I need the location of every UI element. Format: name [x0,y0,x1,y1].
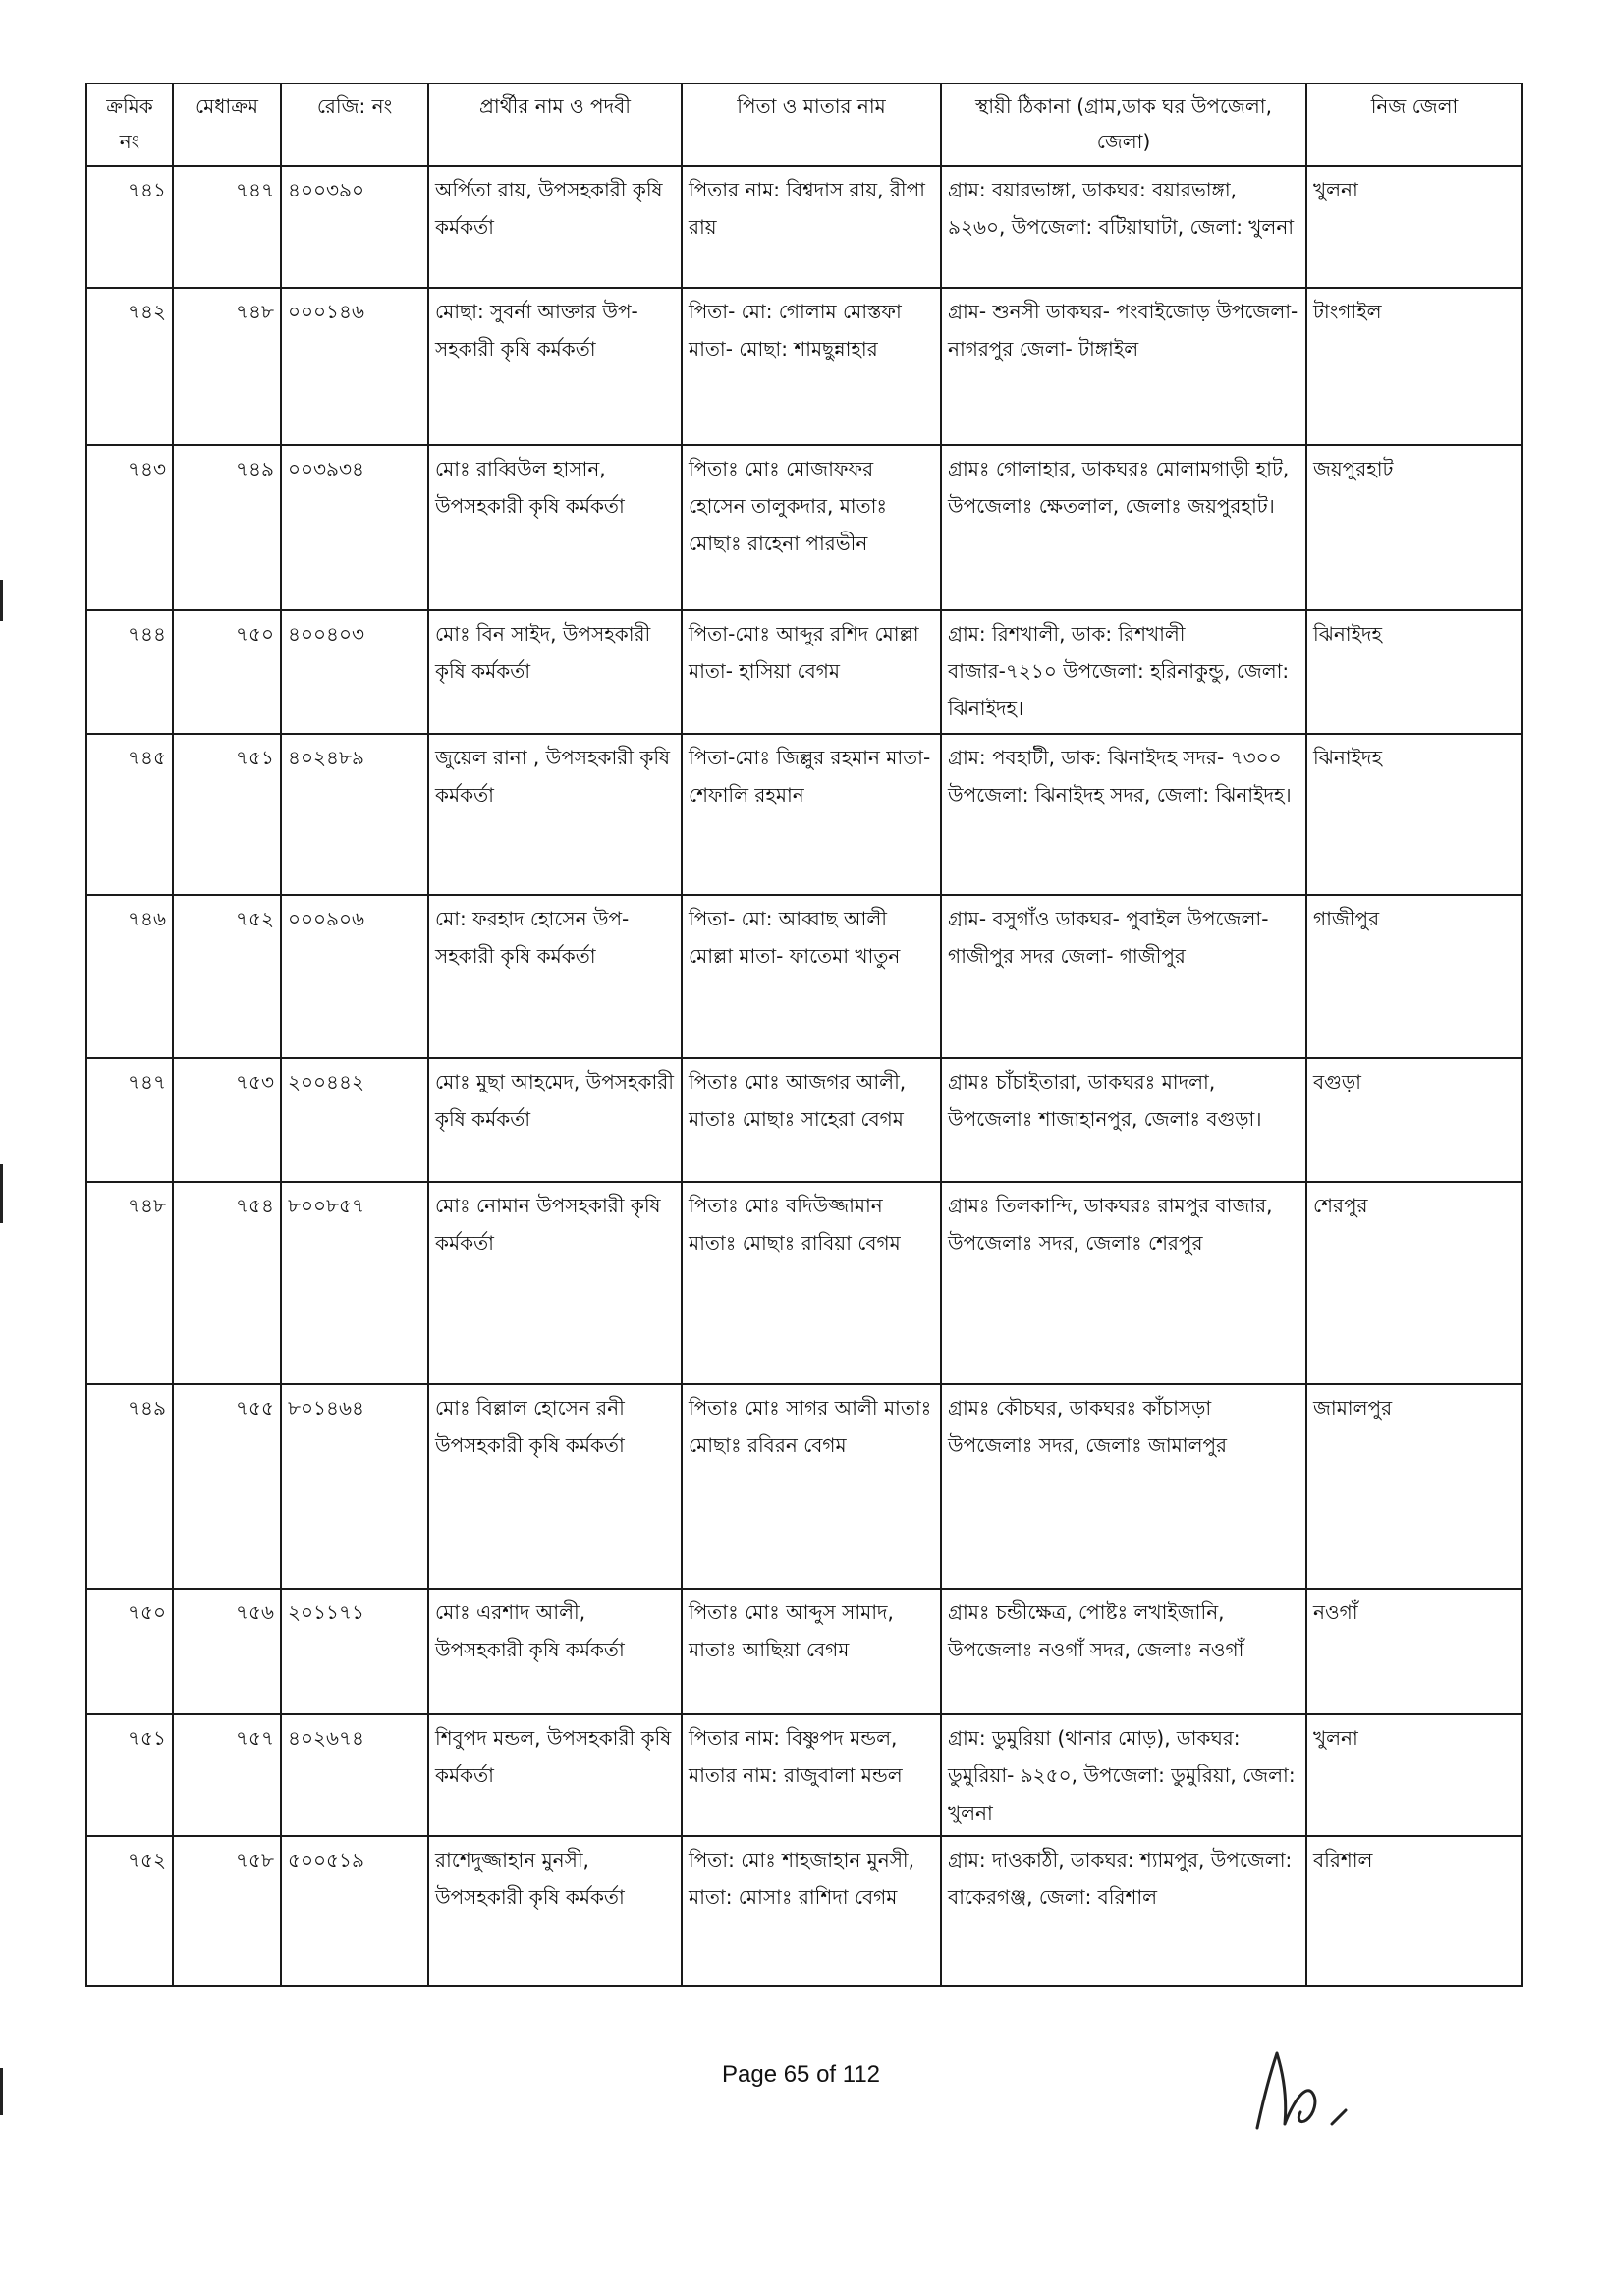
cell-district: শেরপুর [1306,1182,1522,1384]
cell-serial: ৭৪৯ [86,1384,173,1589]
cell-address: গ্রাম: পবহাটী, ডাক: ঝিনাইদহ সদর- ৭৩০০ উপজেলা: ঝিনাইদহ সদর, জেলা: ঝিনাইদহ। [941,734,1306,895]
table-header-row [86,84,1522,166]
cell-address: গ্রামঃ চাঁচাইতারা, ডাকঘরঃ মাদলা, উপজেলাঃ শাজাহানপুর, জেলাঃ বগুড়া। [941,1058,1306,1182]
cell-address: গ্রাম: দাওকাঠী, ডাকঘর: শ্যামপুর, উপজেলা: বাকেরগঞ্জ, জেলা: বরিশাল [941,1836,1306,1986]
table-row [86,166,1522,288]
table-row [86,1714,1522,1836]
handwritten-signature-icon [1236,2042,1403,2135]
cell-district: ঝিনাইদহ [1306,734,1522,895]
cell-parents: পিতাঃ মোঃ বদিউজ্জামান মাতাঃ মোছাঃ রাবিয়া বেগম [682,1182,941,1384]
header-permanent-address: স্থায়ী ঠিকানা (গ্রাম,ডাক ঘর উপজেলা, জেলা) [941,84,1306,166]
cell-serial: ৭৪২ [86,288,173,445]
cell-name: মোছা: সুবর্না আক্তার উপ-সহকারী কৃষি কর্মকর্তা [428,288,682,445]
cell-address: গ্রামঃ গোলাহার, ডাকঘরঃ মোলামগাড়ী হাট, উপজেলাঃ ক্ষেতলাল, জেলাঃ জয়পুরহাট। [941,445,1306,610]
cell-merit: ৭৫৩ [173,1058,281,1182]
cell-parents: পিতা- মো: আব্বাছ আলী মোল্লা মাতা- ফাতেমা খাতুন [682,895,941,1058]
cell-district: নওগাঁ [1306,1589,1522,1714]
cell-merit: ৭৫২ [173,895,281,1058]
table-row [86,1182,1522,1384]
cell-parents: পিতা-মোঃ আব্দুর রশিদ মোল্লা মাতা- হাসিয়া বেগম [682,610,941,734]
cell-serial: ৭৪৪ [86,610,173,734]
cell-reg-no: ৪০০৩৯০ [281,166,428,288]
cell-parents: পিতাঃ মোঃ আব্দুস সামাদ, মাতাঃ আছিয়া বেগম [682,1589,941,1714]
cell-address: গ্রাম: বয়ারভাঙ্গা, ডাকঘর: বয়ারভাঙ্গা, ৯২৬০, উপজেলা: বটিয়াঘাটা, জেলা: খুলনা [941,166,1306,288]
header-home-district: নিজ জেলা [1306,84,1522,166]
cell-address: গ্রামঃ তিলকান্দি, ডাকঘরঃ রামপুর বাজার, উপজেলাঃ সদর, জেলাঃ শেরপুর [941,1182,1306,1384]
cell-merit: ৭৫৮ [173,1836,281,1986]
cell-district: ঝিনাইদহ [1306,610,1522,734]
header-serial: ক্রমিক নং [86,84,173,166]
cell-parents: পিতাঃ মোঃ মোজাফফর হোসেন তালুকদার, মাতাঃ মোছাঃ রাহেনা পারভীন [682,445,941,610]
cell-district: বরিশাল [1306,1836,1522,1986]
cell-address: গ্রাম: রিশখালী, ডাক: রিশখালী বাজার-৭২১০ উপজেলা: হরিনাকুন্ডু, জেলা: ঝিনাইদহ। [941,610,1306,734]
cell-reg-no: ৪০২৬৭৪ [281,1714,428,1836]
cell-district: টাংগাইল [1306,288,1522,445]
cell-parents: পিতাঃ মোঃ আজগর আলী, মাতাঃ মোছাঃ সাহেরা বেগম [682,1058,941,1182]
table-row [86,734,1522,895]
cell-name: মোঃ বিল্লাল হোসেন রনী উপসহকারী কৃষি কর্মকর্তা [428,1384,682,1589]
cell-serial: ৭৪১ [86,166,173,288]
cell-reg-no: ৮০১৪৬৪ [281,1384,428,1589]
page-number: Page 65 of 112 [721,2061,881,2088]
cell-serial: ৭৫০ [86,1589,173,1714]
cell-serial: ৭৪৮ [86,1182,173,1384]
cell-name: শিবুপদ মন্ডল, উপসহকারী কৃষি কর্মকর্তা [428,1714,682,1836]
cell-reg-no: ০০০১৪৬ [281,288,428,445]
scan-margin-mark [0,2068,3,2115]
cell-address: গ্রাম: ডুমুরিয়া (থানার মোড়), ডাকঘর: ডুমুরিয়া- ৯২৫০, উপজেলা: ডুমুরিয়া, জেলা: খুলনা [941,1714,1306,1836]
cell-name: মো: ফরহাদ হোসেন উপ-সহকারী কৃষি কর্মকর্তা [428,895,682,1058]
cell-reg-no: ০০০৯০৬ [281,895,428,1058]
table-row [86,1384,1522,1589]
cell-district: বগুড়া [1306,1058,1522,1182]
cell-reg-no: ৫০০৫১৯ [281,1836,428,1986]
cell-reg-no: ২০১১৭১ [281,1589,428,1714]
cell-name: জুয়েল রানা , উপসহকারী কৃষি কর্মকর্তা [428,734,682,895]
cell-reg-no: ৮০০৮৫৭ [281,1182,428,1384]
document-sheet [85,83,1521,1987]
candidate-table [85,83,1523,1987]
cell-district: গাজীপুর [1306,895,1522,1058]
cell-reg-no: ২০০৪৪২ [281,1058,428,1182]
cell-serial: ৭৪৬ [86,895,173,1058]
header-reg-no: রেজি: নং [281,84,428,166]
table-row [86,1589,1522,1714]
cell-parents: পিতা-মোঃ জিল্লুর রহমান মাতা-শেফালি রহমান [682,734,941,895]
cell-address: গ্রাম- বসুগাঁও ডাকঘর- পুবাইল উপজেলা- গাজীপুর সদর জেলা- গাজীপুর [941,895,1306,1058]
cell-merit: ৭৫৪ [173,1182,281,1384]
cell-parents: পিতা- মো: গোলাম মোস্তফা মাতা- মোছা: শামছুন্নাহার [682,288,941,445]
cell-merit: ৭৪৮ [173,288,281,445]
cell-district: জামালপুর [1306,1384,1522,1589]
cell-address: গ্রামঃ চন্ডীক্ষেত্র, পোষ্টঃ লখাইজানি, উপজেলাঃ নওগাঁ সদর, জেলাঃ নওগাঁ [941,1589,1306,1714]
cell-address: গ্রাম- শুনসী ডাকঘর- পংবাইজোড় উপজেলা- নাগরপুর জেলা- টাঙ্গাইল [941,288,1306,445]
cell-merit: ৭৫৫ [173,1384,281,1589]
cell-name: মোঃ এরশাদ আলী, উপসহকারী কৃষি কর্মকর্তা [428,1589,682,1714]
header-merit: মেধাক্রম [173,84,281,166]
cell-parents: পিতার নাম: বিশ্বদাস রায়, রীপা রায় [682,166,941,288]
cell-name: রাশেদুজ্জাহান মুনসী, উপসহকারী কৃষি কর্মকর্তা [428,1836,682,1986]
header-name-designation: প্রার্থীর নাম ও পদবী [428,84,682,166]
cell-serial: ৭৫২ [86,1836,173,1986]
cell-merit: ৭৫০ [173,610,281,734]
cell-serial: ৭৪৫ [86,734,173,895]
cell-reg-no: ০০৩৯৩৪ [281,445,428,610]
cell-merit: ৭৪৯ [173,445,281,610]
cell-parents: পিতাঃ মোঃ সাগর আলী মাতাঃ মোছাঃ রবিরন বেগম [682,1384,941,1589]
cell-district: জয়পুরহাট [1306,445,1522,610]
table-row [86,895,1522,1058]
cell-merit: ৭৫৭ [173,1714,281,1836]
cell-address: গ্রামঃ কৌচঘর, ডাকঘরঃ কাঁচাসড়া উপজেলাঃ সদর, জেলাঃ জামালপুর [941,1384,1306,1589]
header-parents: পিতা ও মাতার নাম [682,84,941,166]
cell-district: খুলনা [1306,1714,1522,1836]
cell-serial: ৭৫১ [86,1714,173,1836]
scan-margin-mark [0,580,3,621]
cell-parents: পিতার নাম: বিষ্ণুপদ মন্ডল, মাতার নাম: রাজুবালা মন্ডল [682,1714,941,1836]
table-row [86,610,1522,734]
cell-serial: ৭৪৭ [86,1058,173,1182]
cell-district: খুলনা [1306,166,1522,288]
table-row [86,288,1522,445]
table-row [86,1058,1522,1182]
cell-name: মোঃ নোমান উপসহকারী কৃষি কর্মকর্তা [428,1182,682,1384]
cell-serial: ৭৪৩ [86,445,173,610]
table-row [86,1836,1522,1986]
cell-reg-no: ৪০০৪০৩ [281,610,428,734]
table-row [86,445,1522,610]
cell-name: মোঃ রাব্বিউল হাসান, উপসহকারী কৃষি কর্মকর্তা [428,445,682,610]
cell-merit: ৭৪৭ [173,166,281,288]
cell-name: অর্পিতা রায়, উপসহকারী কৃষি কর্মকর্তা [428,166,682,288]
cell-parents: পিতা: মোঃ শাহজাহান মুনসী, মাতা: মোসাঃ রাশিদা বেগম [682,1836,941,1986]
scan-margin-mark [0,1164,3,1223]
cell-name: মোঃ বিন সাইদ, উপসহকারী কৃষি কর্মকর্তা [428,610,682,734]
cell-merit: ৭৫৬ [173,1589,281,1714]
cell-reg-no: ৪০২৪৮৯ [281,734,428,895]
cell-merit: ৭৫১ [173,734,281,895]
cell-name: মোঃ মুছা আহমেদ, উপসহকারী কৃষি কর্মকর্তা [428,1058,682,1182]
